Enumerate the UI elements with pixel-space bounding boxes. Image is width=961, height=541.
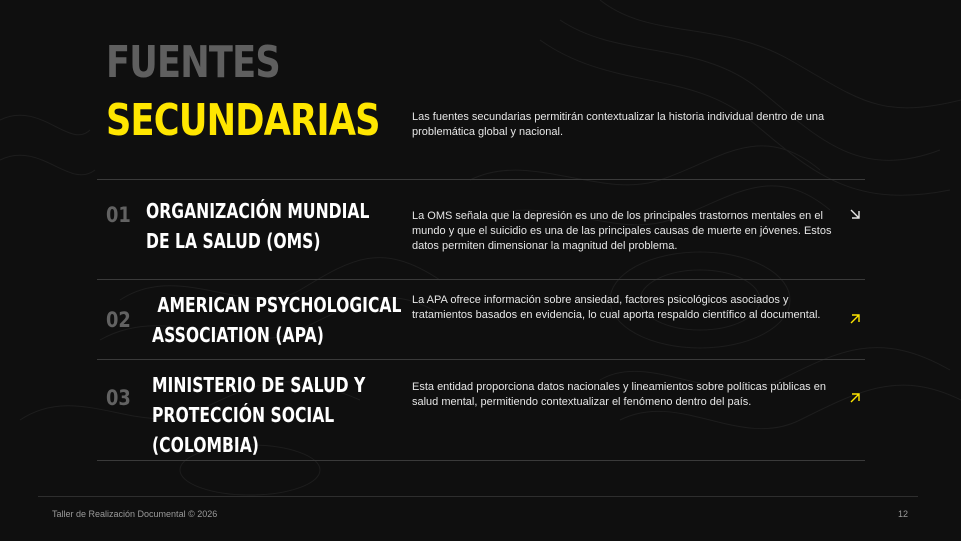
page-number: 12 (898, 509, 909, 519)
divider (97, 279, 865, 280)
arrow-up-right-icon[interactable] (848, 391, 862, 405)
divider (97, 179, 865, 180)
source-description: La OMS señala que la depresión es uno de los principales trastornos mentales en el mundo y que el suicidio es una de las principales causas de muerte en jóvenes. Estos datos permiten dimensionar la magnitud del problema. (412, 210, 832, 252)
arrow-up-right-icon[interactable] (848, 312, 862, 326)
source-name: ORGANIZACIÓN MUNDIAL DE LA SALUD (OMS) (146, 199, 370, 253)
title-line-1: FUENTES (106, 37, 280, 88)
source-name: MINISTERIO DE SALUD Y PROTECCIÓN SOCIAL (COLOMBIA) (152, 373, 366, 457)
footer-divider (38, 496, 918, 497)
footer-text: Taller de Realización Documental © 2026 (52, 509, 218, 519)
source-number: 02 (106, 308, 131, 332)
source-number: 01 (106, 203, 131, 227)
source-number: 03 (106, 386, 131, 410)
divider (97, 359, 865, 360)
source-name: AMERICAN PSYCHOLOGICAL ASSOCIATION (APA) (152, 293, 402, 347)
source-description: La APA ofrece información sobre ansiedad, factores psicológicos asociados y tratamientos basados en evidencia, lo cual aporta respaldo científico al documental. (412, 294, 821, 321)
divider (97, 460, 865, 461)
intro-text: Las fuentes secundarias permitirán contextualizar la historia individual dentro de una problemática global y nacional. (412, 111, 825, 138)
title-line-2: SECUNDARIAS (106, 95, 380, 146)
source-description: Esta entidad proporciona datos nacionales y lineamientos sobre políticas públicas en salud mental, permitiendo contextualizar el fenómeno dentro del país. (412, 381, 826, 408)
arrow-down-right-icon[interactable] (848, 207, 862, 221)
